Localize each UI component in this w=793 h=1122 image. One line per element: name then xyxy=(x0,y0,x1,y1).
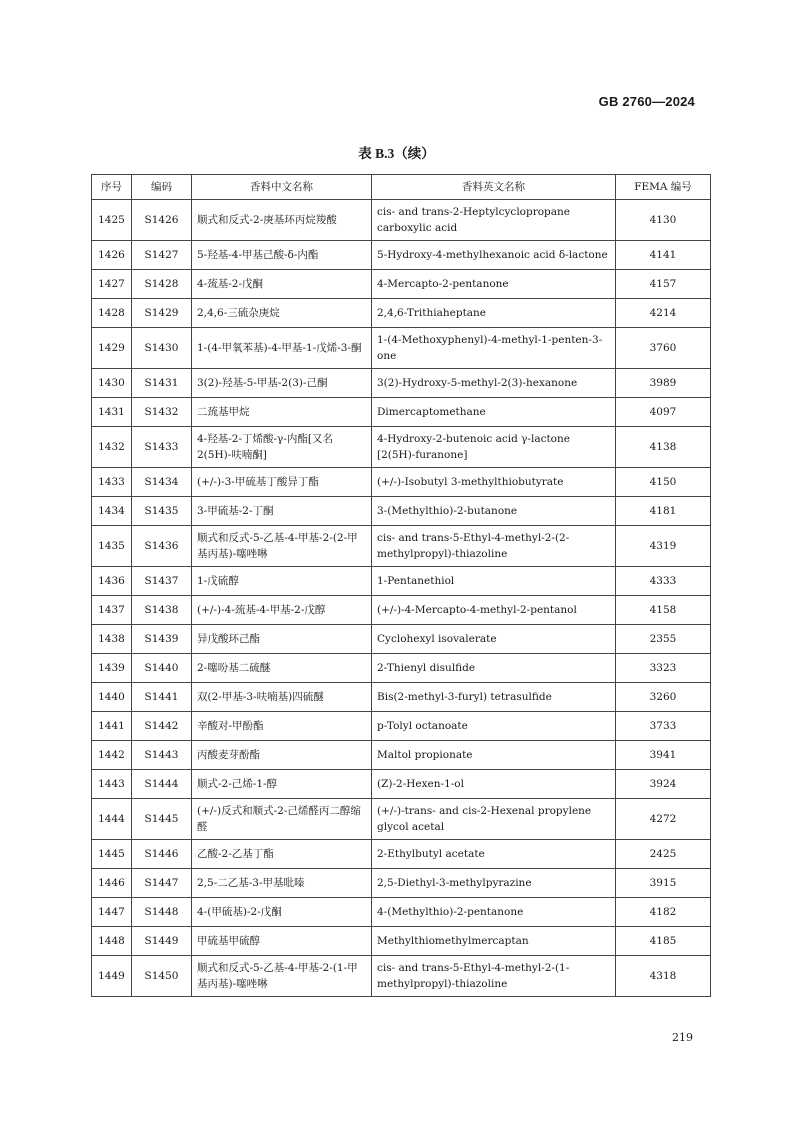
table-row xyxy=(92,497,711,526)
cell-cn-name: (+/-)-3-甲硫基丁酸异丁酯 xyxy=(192,468,372,497)
cell-fema: 4185 xyxy=(616,927,711,956)
cell-code: S1434 xyxy=(132,468,192,497)
cell-no: 1436 xyxy=(92,567,132,596)
table-row xyxy=(92,369,711,398)
col-header-code: 编码 xyxy=(132,175,192,200)
table-row xyxy=(92,526,711,567)
cell-en-name: Bis(2-methyl-3-furyl) tetrasulfide xyxy=(372,683,616,712)
cell-en-name: 3(2)-Hydroxy-5-methyl-2(3)-hexanone xyxy=(372,369,616,398)
cell-code: S1427 xyxy=(132,241,192,270)
cell-en-name: cis- and trans-2-Heptylcyclopropane carboxylic acid xyxy=(372,200,616,241)
table-row xyxy=(92,567,711,596)
cell-fema: 3260 xyxy=(616,683,711,712)
col-header-en-name: 香料英文名称 xyxy=(372,175,616,200)
table-row xyxy=(92,427,711,468)
cell-cn-name: 顺式和反式-5-乙基-4-甲基-2-(1-甲基丙基)-噻唑啉 xyxy=(192,956,372,997)
standard-code: GB 2760—2024 xyxy=(598,94,695,109)
cell-code: S1438 xyxy=(132,596,192,625)
cell-code: S1441 xyxy=(132,683,192,712)
cell-fema: 4130 xyxy=(616,200,711,241)
cell-en-name: Maltol propionate xyxy=(372,741,616,770)
cell-no: 1427 xyxy=(92,270,132,299)
cell-no: 1437 xyxy=(92,596,132,625)
cell-en-name: 1-(4-Methoxyphenyl)-4-methyl-1-penten-3-one xyxy=(372,328,616,369)
table-row xyxy=(92,712,711,741)
cell-code: S1450 xyxy=(132,956,192,997)
cell-code: S1433 xyxy=(132,427,192,468)
cell-cn-name: 3(2)-羟基-5-甲基-2(3)-己酮 xyxy=(192,369,372,398)
cell-en-name: (+/-)-trans- and cis-2-Hexenal propylene glycol acetal xyxy=(372,799,616,840)
table-row xyxy=(92,683,711,712)
cell-code: S1432 xyxy=(132,398,192,427)
cell-fema: 4214 xyxy=(616,299,711,328)
cell-no: 1446 xyxy=(92,869,132,898)
cell-fema: 3924 xyxy=(616,770,711,799)
cell-code: S1439 xyxy=(132,625,192,654)
table-row xyxy=(92,898,711,927)
cell-no: 1429 xyxy=(92,328,132,369)
table-row xyxy=(92,840,711,869)
table-title: 表 B.3（续） xyxy=(358,146,435,161)
cell-cn-name: 二巯基甲烷 xyxy=(192,398,372,427)
cell-code: S1428 xyxy=(132,270,192,299)
table-row xyxy=(92,927,711,956)
col-header-no: 序号 xyxy=(92,175,132,200)
cell-cn-name: 1-(4-甲氧苯基)-4-甲基-1-戊烯-3-酮 xyxy=(192,328,372,369)
cell-cn-name: 顺式和反式-2-庚基环丙烷羧酸 xyxy=(192,200,372,241)
table-row xyxy=(92,200,711,241)
cell-en-name: 5-Hydroxy-4-methylhexanoic acid δ-lactone xyxy=(372,241,616,270)
cell-code: S1443 xyxy=(132,741,192,770)
cell-code: S1445 xyxy=(132,799,192,840)
table-row xyxy=(92,741,711,770)
cell-code: S1447 xyxy=(132,869,192,898)
cell-code: S1430 xyxy=(132,328,192,369)
cell-cn-name: 4-巯基-2-戊酮 xyxy=(192,270,372,299)
table-row xyxy=(92,770,711,799)
cell-cn-name: 2,5-二乙基-3-甲基吡嗪 xyxy=(192,869,372,898)
cell-cn-name: 5-羟基-4-甲基己酸-δ-内酯 xyxy=(192,241,372,270)
cell-en-name: cis- and trans-5-Ethyl-4-methyl-2-(2-methylpropyl)-thiazoline xyxy=(372,526,616,567)
cell-no: 1438 xyxy=(92,625,132,654)
cell-cn-name: 甲硫基甲硫醇 xyxy=(192,927,372,956)
cell-cn-name: (+/-)-4-巯基-4-甲基-2-戊醇 xyxy=(192,596,372,625)
table-row xyxy=(92,956,711,997)
cell-en-name: (Z)-2-Hexen-1-ol xyxy=(372,770,616,799)
table-row xyxy=(92,398,711,427)
cell-no: 1435 xyxy=(92,526,132,567)
table-row xyxy=(92,596,711,625)
cell-no: 1430 xyxy=(92,369,132,398)
cell-fema: 2425 xyxy=(616,840,711,869)
cell-en-name: 4-Mercapto-2-pentanone xyxy=(372,270,616,299)
cell-en-name: 1-Pentanethiol xyxy=(372,567,616,596)
cell-cn-name: 1-戊硫醇 xyxy=(192,567,372,596)
cell-cn-name: 2-噻吩基二硫醚 xyxy=(192,654,372,683)
cell-fema: 4318 xyxy=(616,956,711,997)
cell-fema: 3733 xyxy=(616,712,711,741)
cell-code: S1446 xyxy=(132,840,192,869)
cell-cn-name: 2,4,6-三硫杂庚烷 xyxy=(192,299,372,328)
cell-no: 1443 xyxy=(92,770,132,799)
cell-fema: 4097 xyxy=(616,398,711,427)
table-row xyxy=(92,625,711,654)
cell-code: S1431 xyxy=(132,369,192,398)
cell-cn-name: 顺式-2-己烯-1-醇 xyxy=(192,770,372,799)
cell-fema: 4150 xyxy=(616,468,711,497)
col-header-cn-name: 香料中文名称 xyxy=(192,175,372,200)
cell-en-name: 2,4,6-Trithiaheptane xyxy=(372,299,616,328)
cell-en-name: 4-Hydroxy-2-butenoic acid γ-lactone [2(5H)-furanone] xyxy=(372,427,616,468)
col-header-fema: FEMA 编号 xyxy=(616,175,711,200)
cell-fema: 4138 xyxy=(616,427,711,468)
table-row xyxy=(92,869,711,898)
cell-fema: 4182 xyxy=(616,898,711,927)
cell-fema: 4157 xyxy=(616,270,711,299)
cell-cn-name: 双(2-甲基-3-呋喃基)四硫醚 xyxy=(192,683,372,712)
cell-no: 1432 xyxy=(92,427,132,468)
table-row xyxy=(92,270,711,299)
cell-no: 1434 xyxy=(92,497,132,526)
cell-no: 1449 xyxy=(92,956,132,997)
cell-fema: 2355 xyxy=(616,625,711,654)
cell-no: 1428 xyxy=(92,299,132,328)
cell-cn-name: 乙酸-2-乙基丁酯 xyxy=(192,840,372,869)
cell-code: S1444 xyxy=(132,770,192,799)
cell-code: S1449 xyxy=(132,927,192,956)
cell-code: S1448 xyxy=(132,898,192,927)
table-row xyxy=(92,654,711,683)
table-row xyxy=(92,799,711,840)
cell-en-name: Cyclohexyl isovalerate xyxy=(372,625,616,654)
cell-fema: 4272 xyxy=(616,799,711,840)
cell-fema: 3989 xyxy=(616,369,711,398)
cell-en-name: 3-(Methylthio)-2-butanone xyxy=(372,497,616,526)
cell-no: 1441 xyxy=(92,712,132,741)
cell-code: S1440 xyxy=(132,654,192,683)
cell-en-name: cis- and trans-5-Ethyl-4-methyl-2-(1-methylpropyl)-thiazoline xyxy=(372,956,616,997)
cell-fema: 4333 xyxy=(616,567,711,596)
cell-en-name: 4-(Methylthio)-2-pentanone xyxy=(372,898,616,927)
cell-no: 1445 xyxy=(92,840,132,869)
cell-no: 1444 xyxy=(92,799,132,840)
cell-cn-name: (+/-)反式和顺式-2-己烯醛丙二醇缩醛 xyxy=(192,799,372,840)
cell-cn-name: 辛酸对-甲酚酯 xyxy=(192,712,372,741)
cell-cn-name: 异戊酸环己酯 xyxy=(192,625,372,654)
table-row xyxy=(92,468,711,497)
cell-en-name: p-Tolyl octanoate xyxy=(372,712,616,741)
cell-fema: 4319 xyxy=(616,526,711,567)
cell-fema: 3760 xyxy=(616,328,711,369)
cell-no: 1431 xyxy=(92,398,132,427)
cell-no: 1439 xyxy=(92,654,132,683)
cell-no: 1440 xyxy=(92,683,132,712)
cell-fema: 3323 xyxy=(616,654,711,683)
cell-en-name: 2-Ethylbutyl acetate xyxy=(372,840,616,869)
cell-no: 1433 xyxy=(92,468,132,497)
table-row xyxy=(92,241,711,270)
cell-no: 1426 xyxy=(92,241,132,270)
cell-no: 1448 xyxy=(92,927,132,956)
cell-code: S1435 xyxy=(132,497,192,526)
cell-en-name: Dimercaptomethane xyxy=(372,398,616,427)
cell-no: 1425 xyxy=(92,200,132,241)
cell-no: 1442 xyxy=(92,741,132,770)
cell-fema: 4158 xyxy=(616,596,711,625)
flavor-table xyxy=(91,174,711,997)
cell-fema: 3941 xyxy=(616,741,711,770)
cell-code: S1429 xyxy=(132,299,192,328)
cell-code: S1426 xyxy=(132,200,192,241)
cell-en-name: 2,5-Diethyl-3-methylpyrazine xyxy=(372,869,616,898)
cell-cn-name: 4-(甲硫基)-2-戊酮 xyxy=(192,898,372,927)
cell-cn-name: 丙酸麦芽酚酯 xyxy=(192,741,372,770)
cell-fema: 4181 xyxy=(616,497,711,526)
table-row xyxy=(92,299,711,328)
table-row xyxy=(92,328,711,369)
cell-code: S1436 xyxy=(132,526,192,567)
cell-en-name: (+/-)-4-Mercapto-4-methyl-2-pentanol xyxy=(372,596,616,625)
cell-cn-name: 顺式和反式-5-乙基-4-甲基-2-(2-甲基丙基)-噻唑啉 xyxy=(192,526,372,567)
cell-code: S1442 xyxy=(132,712,192,741)
cell-cn-name: 3-甲硫基-2-丁酮 xyxy=(192,497,372,526)
table-header-row xyxy=(92,175,711,200)
cell-en-name: 2-Thienyl disulfide xyxy=(372,654,616,683)
cell-code: S1437 xyxy=(132,567,192,596)
cell-en-name: Methylthiomethylmercaptan xyxy=(372,927,616,956)
cell-cn-name: 4-羟基-2-丁烯酸-γ-内酯[又名 2(5H)-呋喃酮] xyxy=(192,427,372,468)
cell-no: 1447 xyxy=(92,898,132,927)
cell-fema: 3915 xyxy=(616,869,711,898)
cell-en-name: (+/-)-Isobutyl 3-methylthiobutyrate xyxy=(372,468,616,497)
cell-fema: 4141 xyxy=(616,241,711,270)
page-number: 219 xyxy=(672,1031,693,1044)
table-body xyxy=(92,200,711,997)
